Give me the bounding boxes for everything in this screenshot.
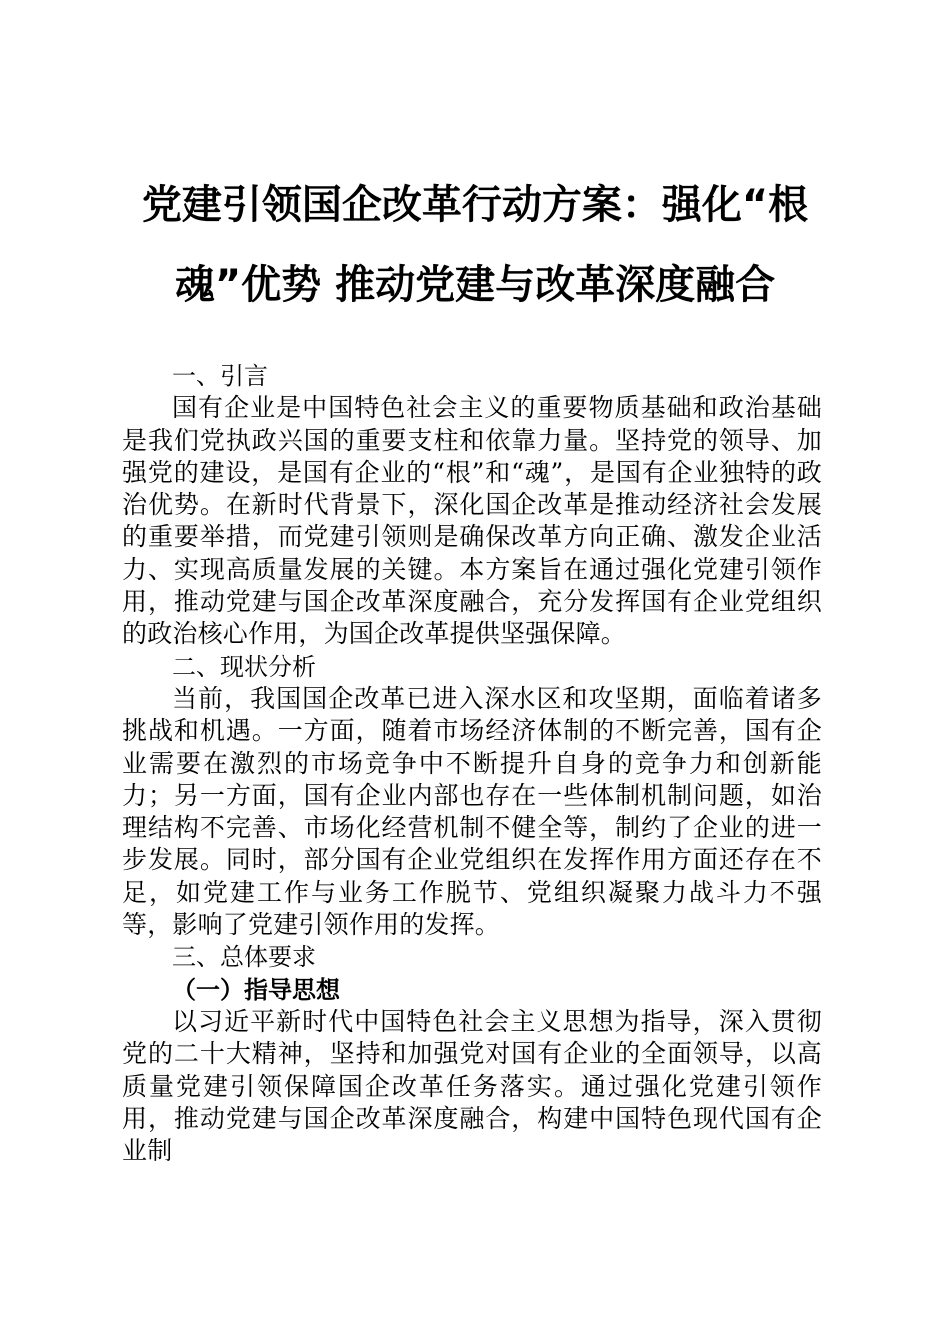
paragraph-intro: 国有企业是中国特色社会主义的重要物质基础和政治基础是我们党执政兴国的重要支柱和依靠力量。坚持党的领导、加强党的建设，是国有企业的“根”和“魂”，是国有企业独特的政治优势。在新时代背景下，深化国企改革是推动经济社会发展的重要举措，而党建引领则是确保改革方向正确、激发企业活力、实现高质量发展的关键。本方案旨在通过强化党建引领作用，推动党建与国企改革深度融合，充分发挥国有企业党组织的政治核心作用，为国企改革提供坚强保障。 (122, 393, 822, 649)
section-heading-requirements: 三、总体要求 (172, 943, 316, 972)
paragraph-status: 当前，我国国企改革已进入深水区和攻坚期，面临着诸多挑战和机遇。一方面，随着市场经济体制的不断完善，国有企业需要在激烈的市场竞争中不断提升自身的竞争力和创新能力；另一方面，国有企业内部也存在一些体制机制问题，如治理结构不完善、市场化经营机制不健全等，制约了企业的进一步发展。同时，部分国有企业党组织在发挥作用方面还存在不足，如党建工作与业务工作脱节、党组织凝聚力战斗力不强等，影响了党建引领作用的发挥。 (122, 683, 822, 940)
paragraph-guiding: 以习近平新时代中国特色社会主义思想为指导，深入贯彻党的二十大精神，坚持和加强党对国有企业的全面领导，以高质量党建引领保障国企改革任务落实。通过强化党建引领作用，推动党建与国企改革深度融合，构建中国特色现代国有企业制 (122, 1006, 822, 1166)
section-heading-status: 二、现状分析 (172, 652, 316, 681)
subsection-heading-guiding: （一）指导思想 (172, 974, 340, 1004)
section-heading-intro: 一、引言 (172, 362, 268, 390)
document-title: 党建引领国企改革行动方案：强化“根魂”优势 推动党建与改革深度融合 (141, 182, 809, 308)
document-body (122, 360, 822, 1167)
